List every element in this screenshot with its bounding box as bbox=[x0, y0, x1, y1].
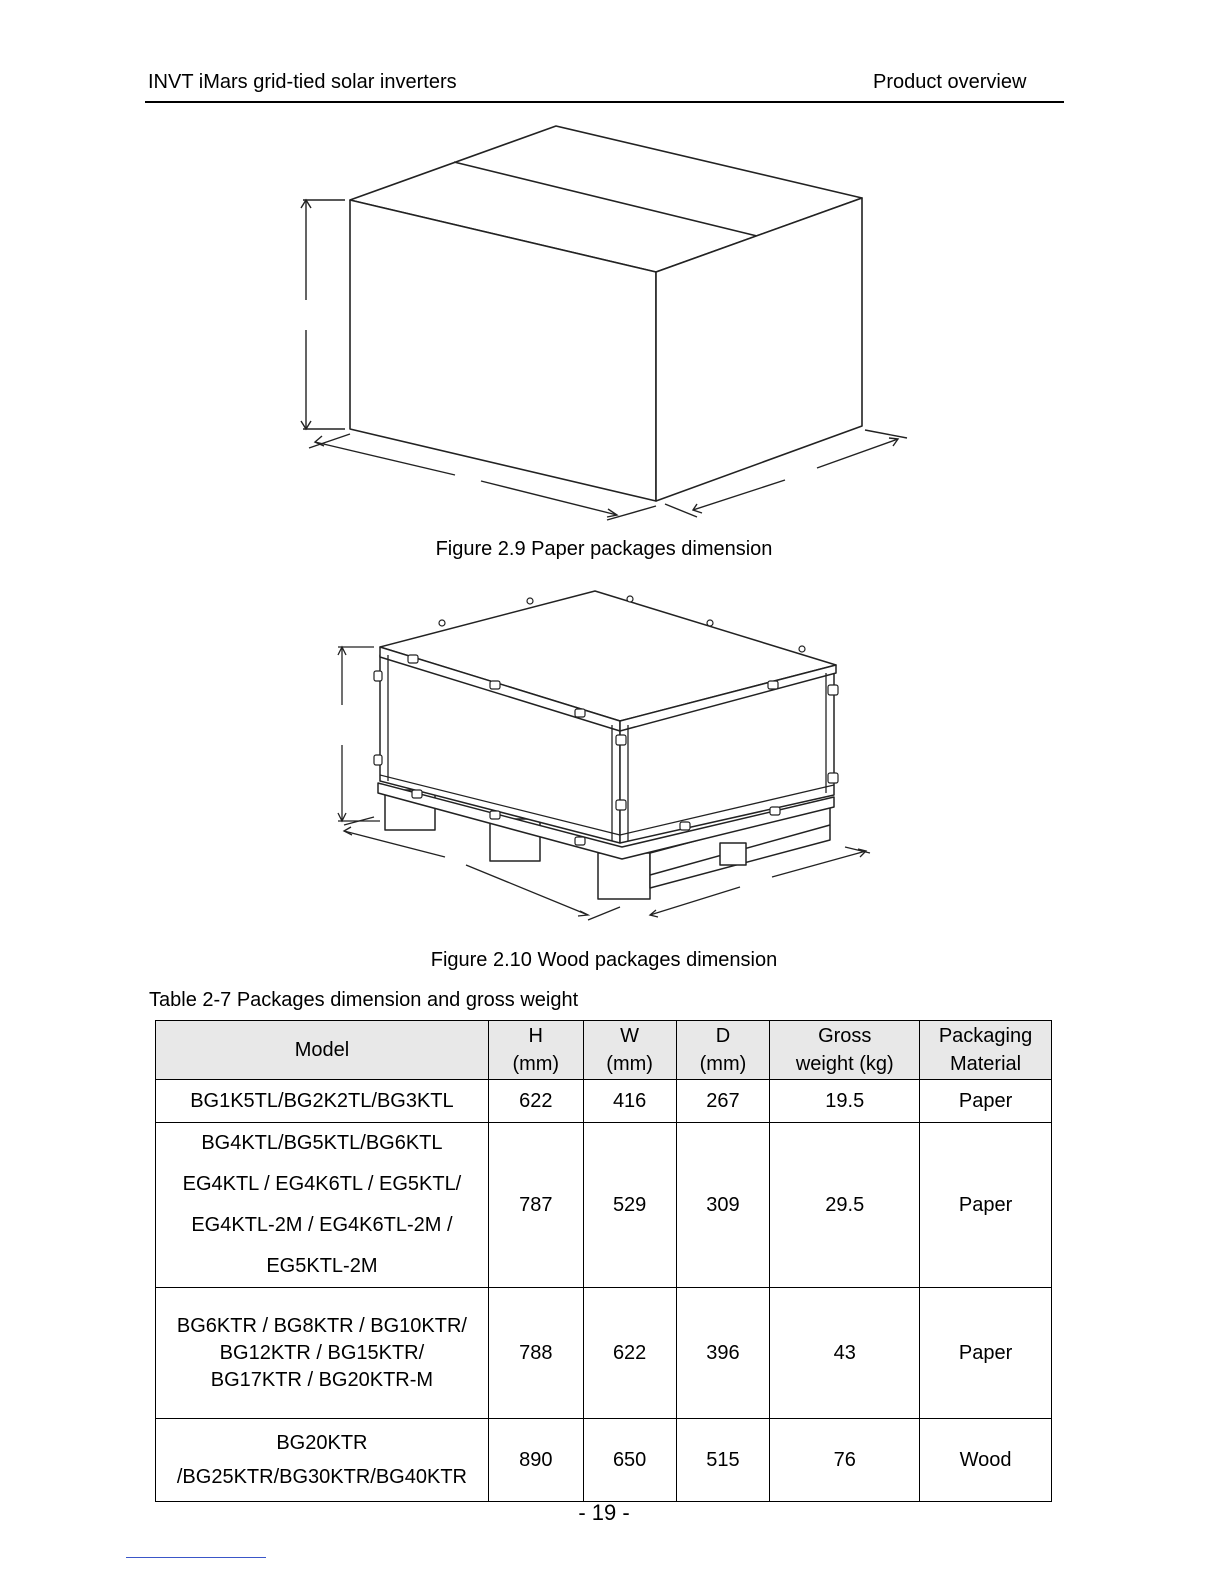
table-caption: Table 2-7 Packages dimension and gross weight bbox=[149, 989, 579, 1011]
cell-d: 396 bbox=[676, 1288, 770, 1419]
cell-material: Paper bbox=[920, 1080, 1052, 1123]
cell-h: 622 bbox=[488, 1080, 583, 1123]
cell-weight: 19.5 bbox=[770, 1080, 920, 1123]
cell-d: 515 bbox=[676, 1419, 770, 1502]
header-rule bbox=[145, 101, 1064, 103]
header-gross-weight: Gross weight (kg) bbox=[770, 1021, 920, 1080]
cell-h: 787 bbox=[488, 1123, 583, 1288]
cell-d: 309 bbox=[676, 1123, 770, 1288]
footnote-rule bbox=[126, 1557, 266, 1558]
cell-h: 788 bbox=[488, 1288, 583, 1419]
header-title: INVT iMars grid-tied solar inverters bbox=[148, 71, 457, 93]
cell-w: 529 bbox=[583, 1123, 676, 1288]
header-w: W (mm) bbox=[583, 1021, 676, 1080]
wood-package-drawing bbox=[330, 585, 875, 925]
header-section: Product overview bbox=[873, 71, 1027, 93]
packages-table bbox=[155, 1020, 1052, 1502]
cell-material: Paper bbox=[920, 1123, 1052, 1288]
cell-weight: 43 bbox=[770, 1288, 920, 1419]
header-model: Model bbox=[156, 1021, 489, 1080]
cell-w: 416 bbox=[583, 1080, 676, 1123]
figure-2-9-caption: Figure 2.9 Paper packages dimension bbox=[435, 538, 773, 560]
cell-model: BG4KTL/BG5KTL/BG6KTL EG4KTL / EG4K6TL / EG5KTL/ EG4KTL-2M / EG4K6TL-2M / EG5KTL-2M bbox=[156, 1123, 489, 1288]
figure-2-10-caption: Figure 2.10 Wood packages dimension bbox=[430, 949, 778, 971]
cell-h: 890 bbox=[488, 1419, 583, 1502]
paper-package-drawing bbox=[295, 118, 915, 523]
header-h: H (mm) bbox=[488, 1021, 583, 1080]
page-number: - 19 - bbox=[578, 1500, 630, 1525]
cell-weight: 76 bbox=[770, 1419, 920, 1502]
cell-material: Paper bbox=[920, 1288, 1052, 1419]
header-packaging-material: Packaging Material bbox=[920, 1021, 1052, 1080]
table-header-row bbox=[156, 1021, 1052, 1080]
cell-material: Wood bbox=[920, 1419, 1052, 1502]
table-row bbox=[156, 1080, 1052, 1123]
table-row bbox=[156, 1419, 1052, 1502]
cell-w: 622 bbox=[583, 1288, 676, 1419]
table-row bbox=[156, 1123, 1052, 1288]
cell-w: 650 bbox=[583, 1419, 676, 1502]
table-row bbox=[156, 1288, 1052, 1419]
cell-weight: 29.5 bbox=[770, 1123, 920, 1288]
cell-model: BG20KTR /BG25KTR/BG30KTR/BG40KTR bbox=[156, 1419, 489, 1502]
cell-model: BG6KTR / BG8KTR / BG10KTR/ BG12KTR / BG15KTR/ BG17KTR / BG20KTR-M bbox=[156, 1288, 489, 1419]
cell-d: 267 bbox=[676, 1080, 770, 1123]
header-d: D (mm) bbox=[676, 1021, 770, 1080]
cell-model: BG1K5TL/BG2K2TL/BG3KTL bbox=[156, 1080, 489, 1123]
